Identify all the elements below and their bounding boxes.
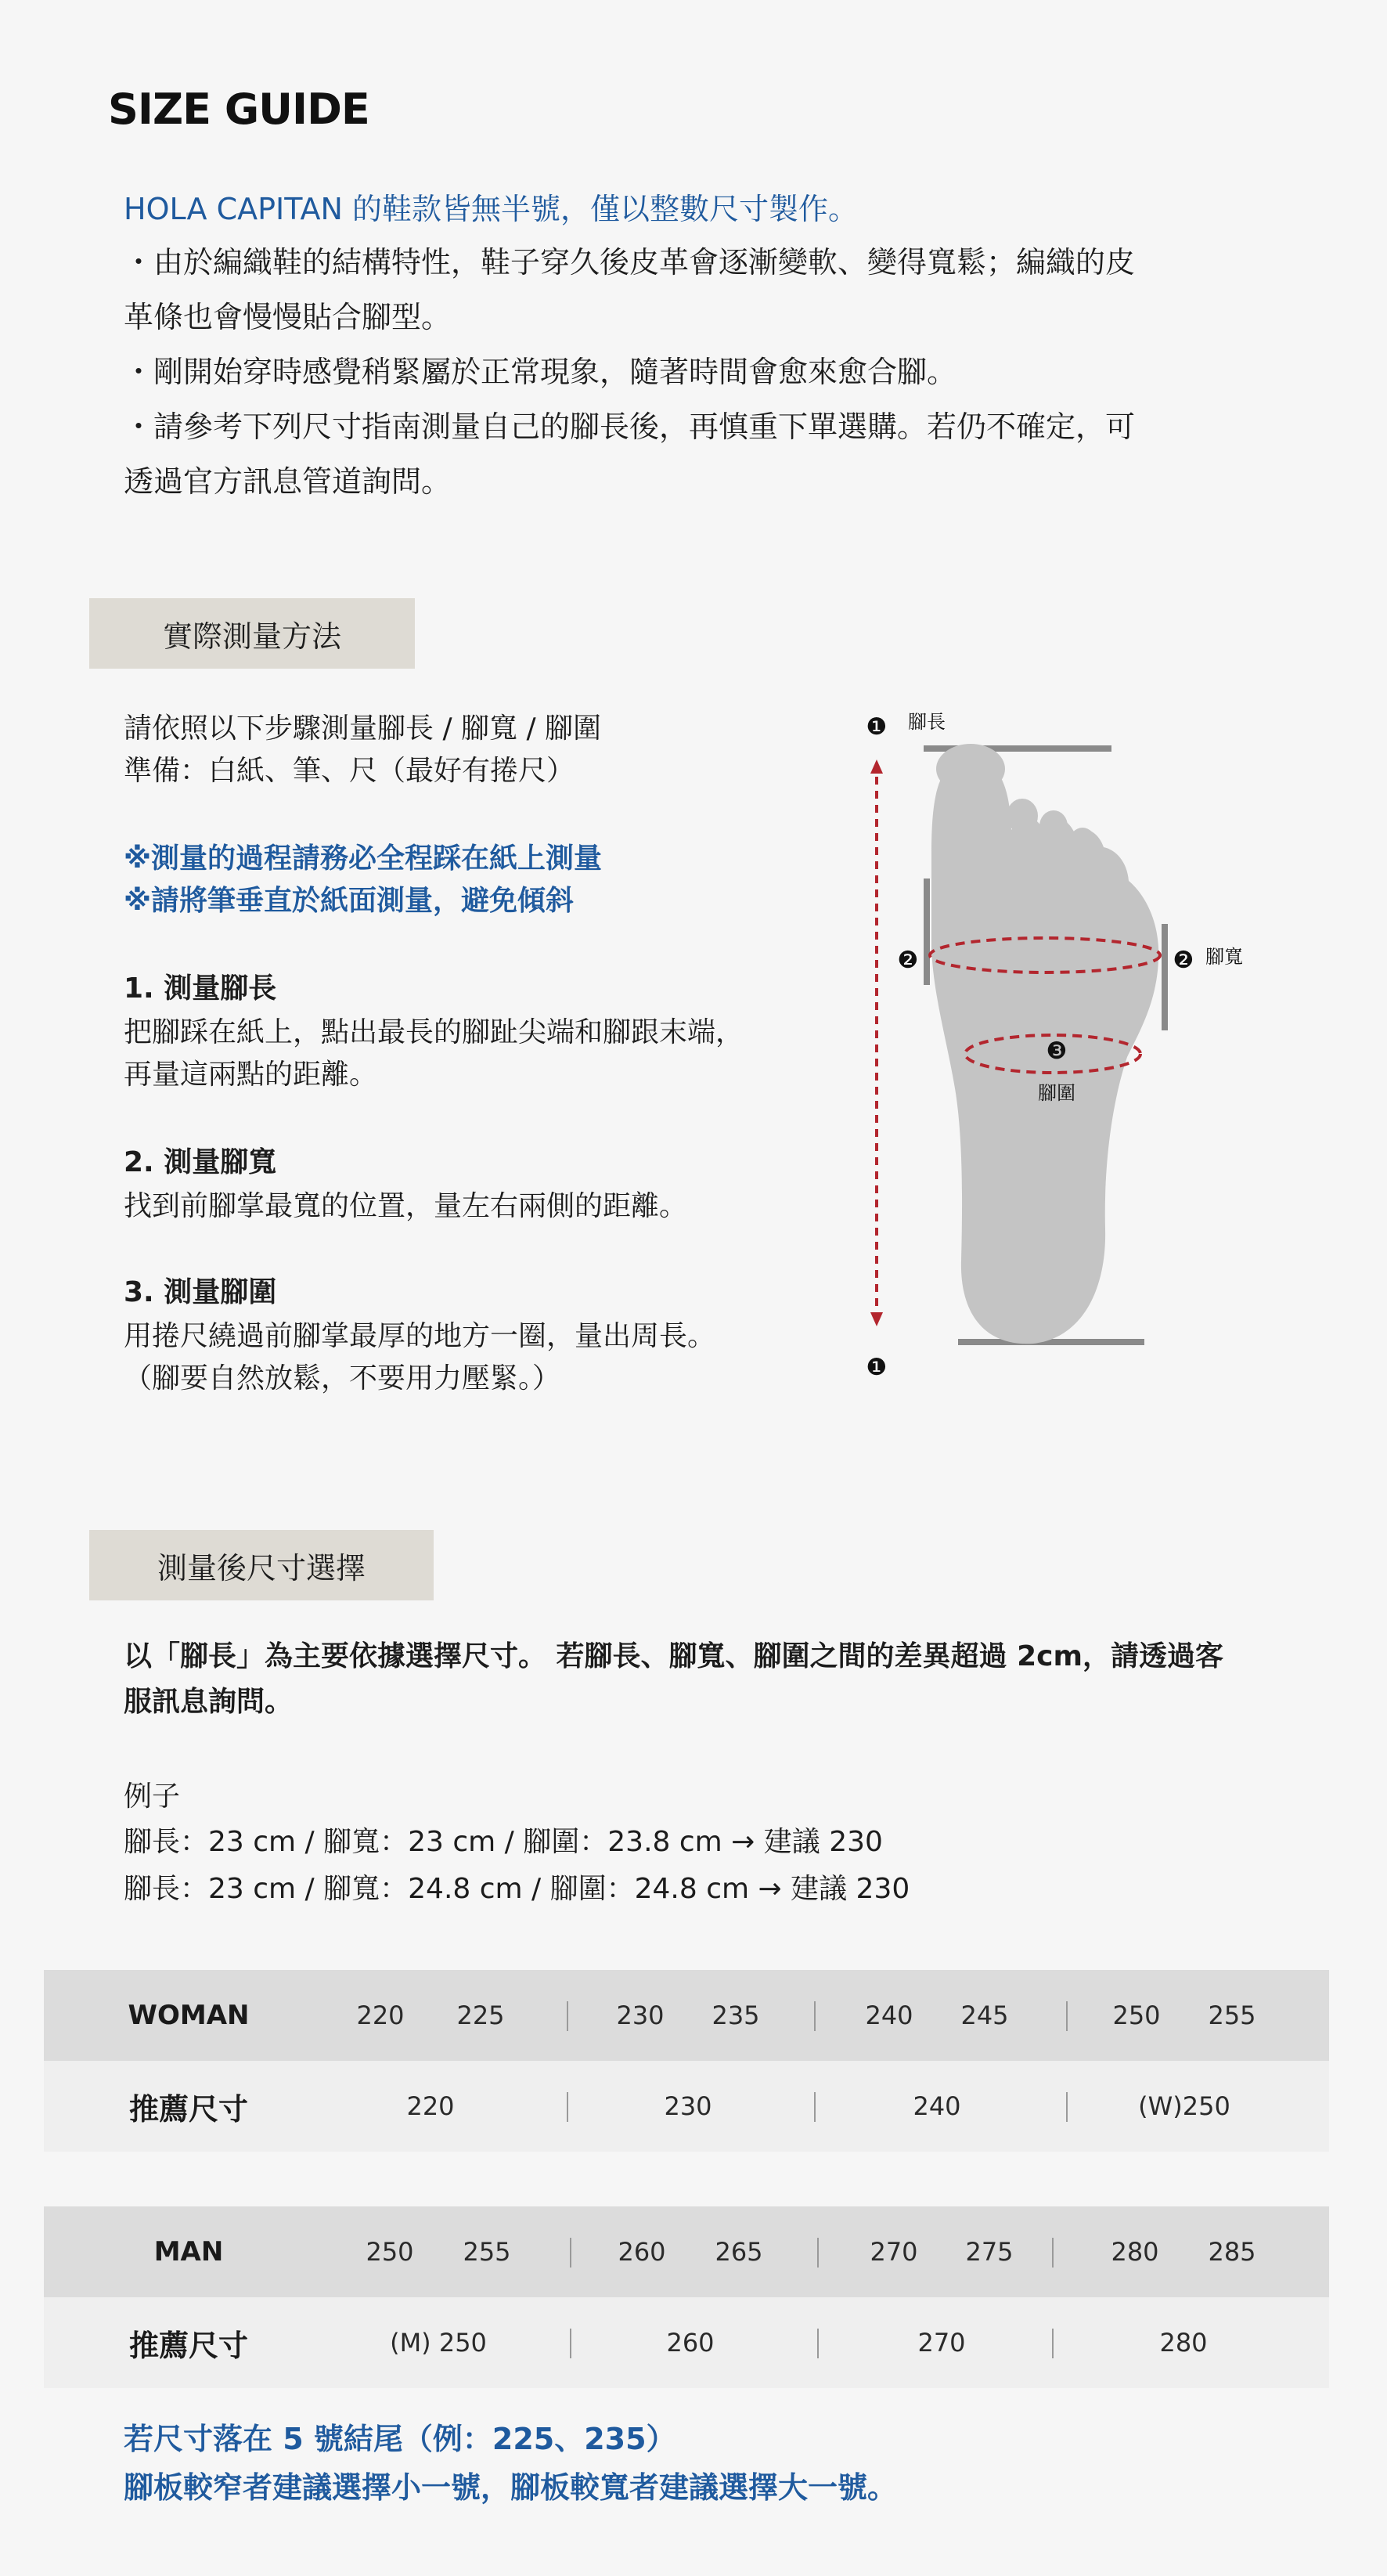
column-divider [1052, 2238, 1054, 2268]
size-cell: 220 [356, 2001, 405, 2030]
size-cell: 240 [865, 2001, 913, 2030]
column-divider [814, 2092, 816, 2122]
size-cell: 260 [618, 2237, 666, 2267]
column-divider [1066, 2092, 1068, 2122]
column-divider [814, 2001, 816, 2031]
size-cell: 280 [1111, 2237, 1159, 2267]
man-label: MAN [153, 2236, 224, 2268]
size-cell: 230 [616, 2001, 665, 2030]
length-arrow-down [870, 1312, 883, 1326]
recommend-cell: 240 [913, 2091, 961, 2121]
size-cell: 275 [965, 2237, 1014, 2267]
man-size-row [44, 2206, 1329, 2297]
marker-1-bottom: ❶ [866, 1354, 888, 1381]
recommend-cell: (W)250 [1138, 2091, 1230, 2121]
column-divider [1052, 2329, 1054, 2358]
step-text: （腳要自然放鬆，不要用力壓緊。） [124, 1362, 561, 1394]
measure-warning: ※測量的過程請務必全程踩在紙上測量 [124, 842, 602, 875]
size-cell: 245 [960, 2001, 1009, 2030]
intro-line: ・請參考下列尺寸指南測量自己的腳長後，再慎重下單選購。若仍不確定，可 [124, 409, 1136, 444]
step-text: 找到前腳掌最寬的位置，量左右兩側的距離。 [124, 1190, 688, 1222]
recommend-cell: 220 [406, 2091, 455, 2121]
girth-label: 腳圍 [1038, 1082, 1075, 1104]
woman-size-table [44, 1970, 1329, 2152]
woman-size-row [44, 1970, 1329, 2061]
foot-measure-diagram [845, 697, 1284, 1394]
recommend-cell: 270 [917, 2328, 966, 2358]
selection-rule: 以「腳長」為主要依據選擇尺寸。 若腳長、腳寬、腳圍之間的差異超過 2cm，請透過客 [124, 1640, 1223, 1672]
woman-label: WOMAN [128, 2000, 250, 2031]
marker-2-right: ❷ [1173, 947, 1194, 974]
measure-warning: ※請將筆垂直於紙面測量，避免傾斜 [124, 885, 574, 917]
length-label: 腳長 [908, 711, 946, 733]
size-cell: 250 [366, 2237, 414, 2267]
recommend-label: 推薦尺寸 [128, 2328, 248, 2363]
column-divider [1066, 2001, 1068, 2031]
intro-headline: HOLA CAPITAN 的鞋款皆無半號，僅以整數尺寸製作。 [124, 192, 859, 226]
step-title: 2. 測量腳寬 [124, 1146, 277, 1178]
length-arrow-up [870, 759, 883, 774]
measure-intro-line: 請依照以下步驟測量腳長 / 腳寬 / 腳圍 [124, 713, 602, 745]
measure-section-tag: 實際測量方法 [89, 598, 415, 669]
measure-prep-line: 準備：白紙、筆、尺（最好有捲尺） [124, 755, 575, 787]
width-right-bar [1162, 924, 1168, 1030]
step-text: 用捲尺繞過前腳掌最厚的地方一圈，量出周長。 [124, 1320, 716, 1352]
example-line: 腳長：23 cm / 腳寬：24.8 cm / 腳圍：24.8 cm → 建議 230 [124, 1873, 910, 1905]
foot-bottom-bar [958, 1339, 1144, 1345]
page-title: SIZE GUIDE [108, 85, 369, 134]
recommend-cell: 280 [1159, 2328, 1208, 2358]
column-divider [817, 2329, 819, 2358]
marker-1-top: ❶ [866, 713, 888, 741]
size-cell: 285 [1208, 2237, 1256, 2267]
width-label: 腳寬 [1205, 946, 1243, 968]
footnote-line: 若尺寸落在 5 號結尾（例：225、235） [124, 2422, 676, 2456]
recommend-label: 推薦尺寸 [128, 2091, 248, 2127]
column-divider [567, 2001, 568, 2031]
size-cell: 255 [1208, 2001, 1256, 2030]
column-divider [567, 2092, 568, 2122]
step-title: 1. 測量腳長 [124, 972, 277, 1005]
recommend-cell: 260 [666, 2328, 715, 2358]
size-cell: 265 [715, 2237, 763, 2267]
intro-line: ・由於編織鞋的結構特性，鞋子穿久後皮革會逐漸變軟、變得寬鬆；編織的皮 [124, 245, 1136, 280]
intro-line: ・剛開始穿時感覺稍緊屬於正常現象，隨著時間會愈來愈合腳。 [124, 355, 957, 389]
intro-line: 透過官方訊息管道詢問。 [124, 464, 452, 499]
recommend-cell: (M) 250 [390, 2328, 487, 2358]
example-line: 腳長：23 cm / 腳寬：23 cm / 腳圍：23.8 cm → 建議 230 [124, 1826, 883, 1858]
man-recommend-row [44, 2297, 1329, 2388]
size-cell: 250 [1112, 2001, 1161, 2030]
example-label: 例子 [124, 1780, 181, 1813]
footnote-line: 腳板較窄者建議選擇小一號，腳板較寬者建議選擇大一號。 [124, 2470, 898, 2505]
step-text: 再量這兩點的距離。 [124, 1059, 378, 1091]
woman-recommend-row [44, 2061, 1329, 2152]
size-cell: 270 [870, 2237, 918, 2267]
selection-section-tag: 測量後尺寸選擇 [89, 1530, 434, 1600]
marker-2-left: ❷ [897, 947, 919, 974]
recommend-cell: 230 [664, 2091, 712, 2121]
size-cell: 235 [712, 2001, 760, 2030]
step-text: 把腳踩在紙上，點出最長的腳趾尖端和腳跟末端， [124, 1016, 744, 1048]
man-size-table [44, 2206, 1329, 2388]
step-title: 3. 測量腳圍 [124, 1276, 277, 1308]
size-cell: 225 [456, 2001, 505, 2030]
width-left-bar [924, 879, 930, 985]
size-cell: 255 [463, 2237, 511, 2267]
column-divider [570, 2238, 571, 2268]
intro-line: 革條也會慢慢貼合腳型。 [124, 300, 452, 334]
column-divider [570, 2329, 571, 2358]
selection-rule: 服訊息詢問。 [124, 1686, 294, 1718]
marker-3: ❸ [1046, 1037, 1068, 1065]
column-divider [817, 2238, 819, 2268]
